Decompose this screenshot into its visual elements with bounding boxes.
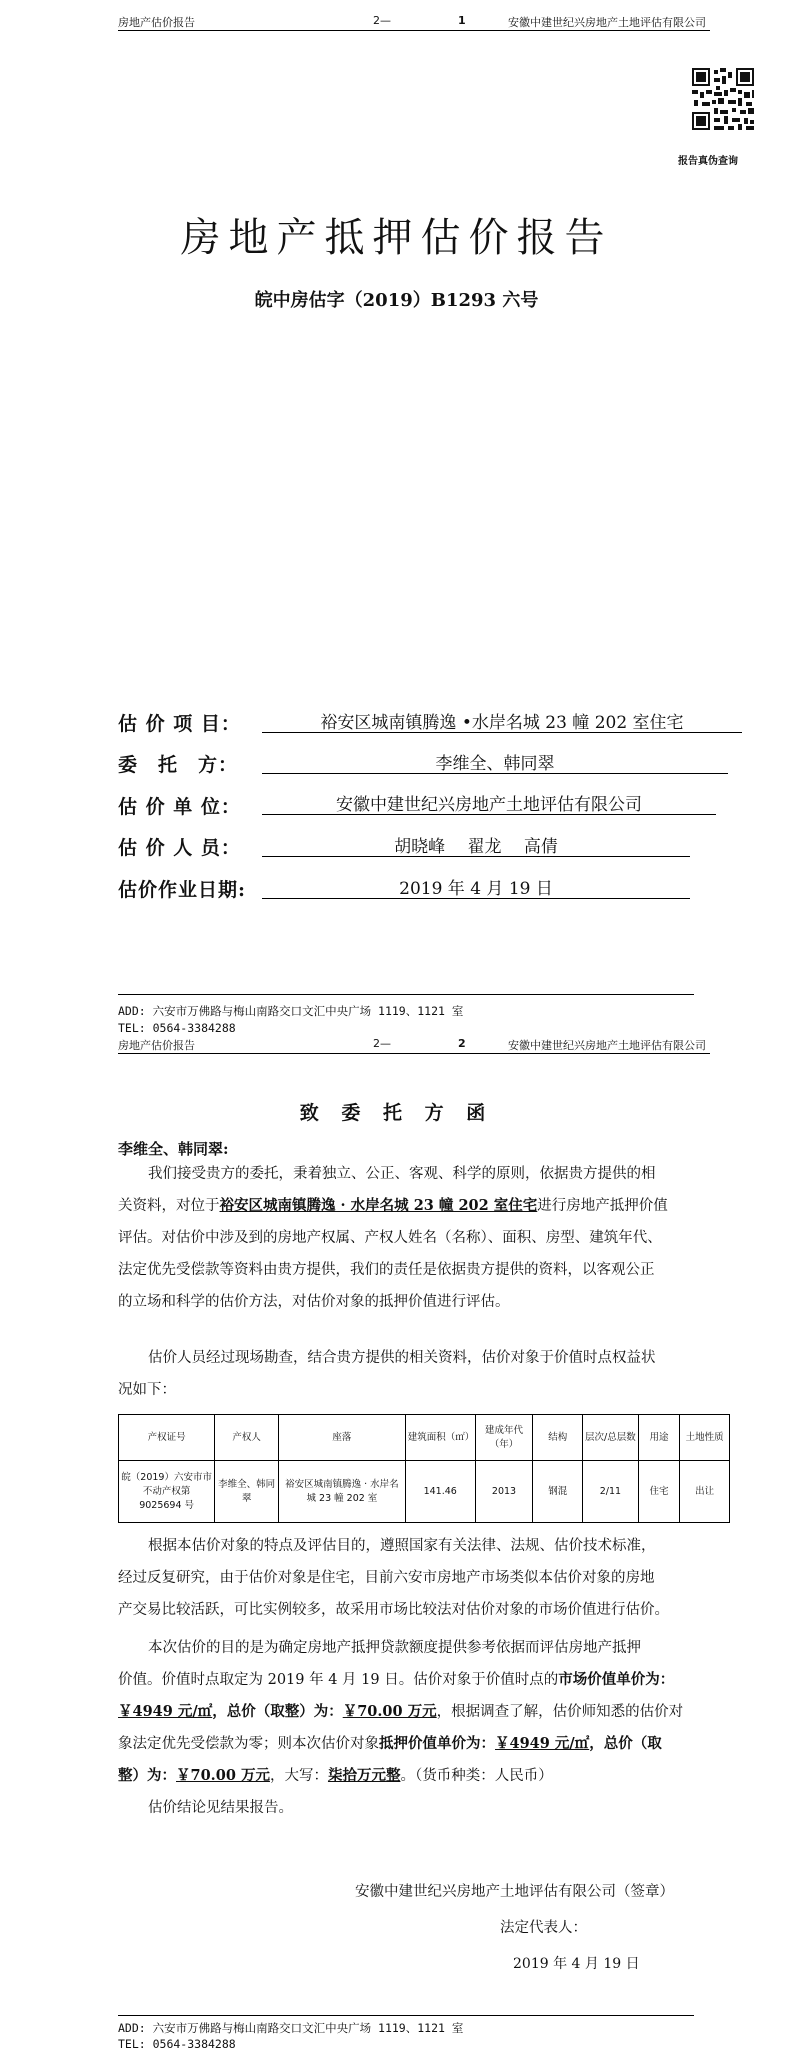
p4-line-5	[118, 1760, 718, 1792]
p4-line-4	[118, 1728, 718, 1760]
th-floors: 层次/总层数	[583, 1415, 639, 1461]
report-title: 房地产抵押估价报告	[180, 215, 613, 261]
amount-in-words: 柒拾万元整	[327, 1767, 401, 1784]
market-unit-price-label: 市场价值单价为：	[558, 1671, 675, 1688]
p4-line-1: 本次估价的目的是为确定房地产抵押贷款额度提供参考依据而评估房地产抵押	[148, 1640, 641, 1656]
header-right: 安徽中建世纪兴房地产土地评估有限公司	[508, 1039, 706, 1052]
page2-footer-tel: TEL: 0564-3384288	[118, 2037, 236, 2051]
p3-line-3: 产交易比较活跃，可比实例较多，故采用市场比较法对估价对象的市场价值进行估价。	[118, 1602, 669, 1618]
letter-salutation: 李维全、韩同翠:	[118, 1140, 229, 1158]
p2-line-2: 况如下：	[118, 1382, 176, 1398]
page2-header	[118, 1037, 710, 1054]
mortgage-unit-price: ￥4949 元/㎡	[495, 1735, 590, 1752]
report-number: 皖中房估字（2019）B1293 六号	[254, 290, 539, 311]
th-owner: 产权人	[215, 1415, 279, 1461]
market-total-label: ，总价（取整）为：	[212, 1703, 343, 1720]
p4-line-3	[118, 1696, 718, 1728]
header-mid: 2—	[373, 14, 391, 27]
qr-code-icon[interactable]	[690, 66, 756, 132]
header-page-number: 2	[458, 1037, 466, 1050]
paragraph-3	[118, 1530, 718, 1626]
th-location: 座落	[279, 1415, 406, 1461]
currency-note: 。（货币种类：人民币）	[400, 1768, 553, 1784]
paragraph-2	[118, 1342, 718, 1406]
client-value: 李维全、韩同翠	[262, 749, 728, 774]
page1-footer-tel: TEL: 0564-3384288	[118, 1021, 236, 1035]
th-land-nature: 土地性质	[680, 1415, 730, 1461]
p5-line-1: 估价结论见结果报告。	[148, 1800, 293, 1816]
page2-footer-rule	[118, 2015, 694, 2016]
p2-line-1: 估价人员经过现场勘查，结合贵方提供的相关资料，估价对象于价值时点权益状	[148, 1350, 656, 1366]
header-left: 房地产估价报告	[118, 16, 195, 29]
date-label: 估价作业日期:	[118, 879, 247, 901]
property-address: 裕安区城南镇腾逸 · 水岸名城 23 幢 202 室住宅	[219, 1197, 538, 1214]
staff-row	[118, 833, 241, 861]
th-area: 建筑面积（㎡）	[405, 1415, 475, 1461]
letter-title: 致 委 托 方 函	[299, 1102, 494, 1124]
th-year: 建成年代（年）	[475, 1415, 533, 1461]
th-structure: 结构	[533, 1415, 583, 1461]
unit-row	[118, 792, 241, 820]
p4-line-2-a: 价值。价值时点取定为 2019 年 4 月 19 日。估价对象于价值时点的	[118, 1672, 559, 1688]
project-row	[118, 709, 241, 737]
page2-footer-address: ADD: 六安市万佛路与梅山南路交口文汇中央广场 1119、1121 室	[118, 2021, 464, 2035]
project-label: 估 价 项 目：	[118, 713, 241, 735]
table-row	[119, 1461, 730, 1523]
market-total-price: ￥70.00 万元	[342, 1703, 437, 1720]
mortgage-unit-price-label: 抵押价值单价为：	[379, 1735, 495, 1752]
date-value: 2019 年 4 月 19 日	[262, 874, 690, 899]
p1-line-5: 的立场和科学的估价方法，对估价对象的抵押价值进行评估。	[118, 1294, 510, 1310]
paragraph-4	[118, 1632, 718, 1792]
mortgage-total-label-b: 整）为：	[118, 1767, 176, 1784]
td-usage: 住宅	[638, 1461, 680, 1523]
p4-line-2	[118, 1664, 718, 1696]
client-row	[118, 750, 238, 778]
unit-value: 安徽中建世纪兴房地产土地评估有限公司	[262, 790, 716, 815]
p4-line-3-d: ，根据调查了解，估价师知悉的估价对	[436, 1704, 684, 1720]
p3-line-2: 经过反复研究，由于估价对象是住宅，目前六安市房地产市场类似本估价对象的房地	[118, 1570, 655, 1586]
th-usage: 用途	[638, 1415, 680, 1461]
staff-value: 胡晓峰 翟龙 高倩	[262, 832, 690, 857]
p1-line-1: 我们接受贵方的委托，秉着独立、公正、客观、科学的原则，依据贵方提供的相	[148, 1166, 656, 1182]
page1-footer-rule	[118, 994, 694, 995]
p4-line-5-c: ，大写：	[269, 1768, 328, 1784]
staff-label: 估 价 人 员：	[118, 837, 241, 859]
signoff-company: 安徽中建世纪兴房地产土地评估有限公司（签章）	[355, 1884, 674, 1900]
td-location: 裕安区城南镇腾逸 · 水岸名城 23 幢 202 室	[279, 1461, 406, 1523]
paragraph-1	[118, 1158, 718, 1318]
td-year: 2013	[475, 1461, 533, 1523]
qr-caption: 报告真伪查询	[678, 156, 738, 167]
page1-header	[118, 14, 710, 31]
property-table	[118, 1414, 730, 1523]
p1-line-2-c: 进行房地产抵押价值	[537, 1198, 668, 1214]
date-row	[118, 875, 246, 903]
td-cert-no: 皖（2019）六安市市不动产权第 9025694 号	[119, 1461, 215, 1523]
p1-line-2-a: 关资料，对位于	[118, 1198, 220, 1214]
th-cert-no: 产权证号	[119, 1415, 215, 1461]
td-owner: 李维全、韩同翠	[215, 1461, 279, 1523]
signoff-rep: 法定代表人：	[500, 1920, 587, 1936]
market-unit-price: ￥4949 元/㎡	[118, 1703, 213, 1720]
header-mid: 2—	[373, 1037, 391, 1050]
header-left: 房地产估价报告	[118, 1039, 195, 1052]
header-right: 安徽中建世纪兴房地产土地评估有限公司	[508, 16, 706, 29]
td-floors: 2/11	[583, 1461, 639, 1523]
p4-line-4-a: 象法定优先受偿款为零；则本次估价对象	[118, 1736, 379, 1752]
table-header-row	[119, 1415, 730, 1461]
td-land-nature: 出让	[680, 1461, 730, 1523]
header-page-number: 1	[458, 14, 466, 27]
p1-line-4: 法定优先受偿款等资料由贵方提供，我们的责任是依据贵方提供的资料，以客观公正	[118, 1262, 655, 1278]
page1-footer-address: ADD: 六安市万佛路与梅山南路交口文汇中央广场 1119、1121 室	[118, 1004, 464, 1018]
mortgage-total-label-a: ，总价（取	[589, 1735, 662, 1752]
mortgage-total-price: ￥70.00 万元	[176, 1767, 270, 1784]
paragraph-5	[118, 1792, 718, 1824]
p1-line-2	[118, 1190, 718, 1222]
signoff-date: 2019 年 4 月 19 日	[513, 1956, 640, 1972]
td-structure: 钢混	[533, 1461, 583, 1523]
unit-label: 估 价 单 位：	[118, 796, 241, 818]
client-label: 委 托 方：	[118, 754, 239, 776]
project-value: 裕安区城南镇腾逸 •水岸名城 23 幢 202 室住宅	[262, 708, 742, 733]
p1-line-3: 评估。对估价中涉及到的房地产权属、产权人姓名（名称）、面积、房型、建筑年代、	[118, 1230, 662, 1246]
p3-line-1: 根据本估价对象的特点及评估目的，遵照国家有关法律、法规、估价技术标准，	[148, 1538, 656, 1554]
td-area: 141.46	[405, 1461, 475, 1523]
